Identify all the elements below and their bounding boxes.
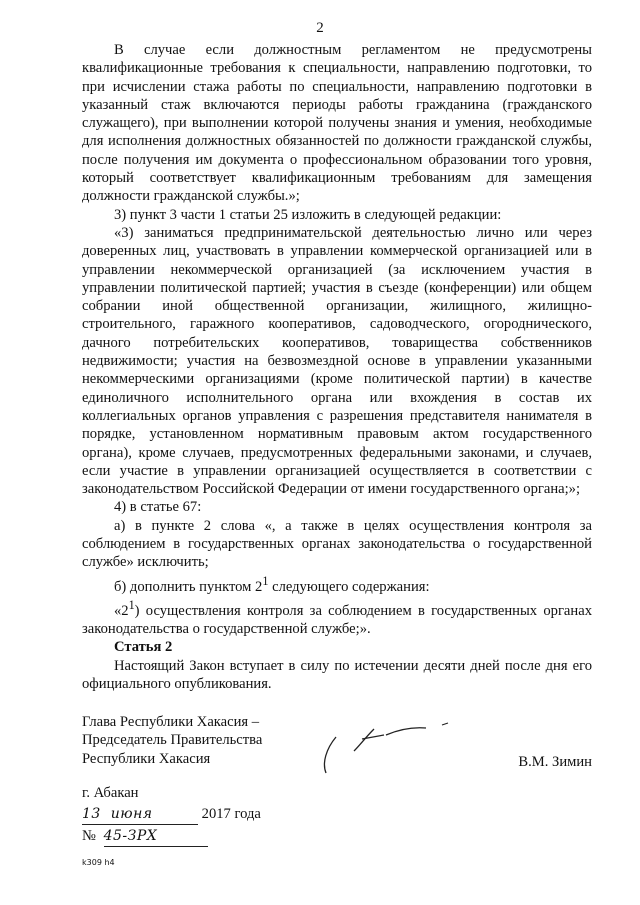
paragraph: а) в пункте 2 слова «, а также в целях осуществления контроля за соблюдением в государственных органах законодательства о государственной службе» исключить; <box>82 517 592 571</box>
signature-block <box>82 713 592 768</box>
superscript: 1 <box>128 597 135 612</box>
document-code: k309 h4 <box>82 858 115 867</box>
law-number: 45-ЗРХ <box>104 827 208 847</box>
date-day: 13 <box>82 806 101 822</box>
page-number: 2 <box>316 20 324 36</box>
signatory-title <box>82 713 262 768</box>
signatory-name: В.М. Зимин <box>518 754 592 770</box>
quote-text: ) осуществления контроля за соблюдением в государственных органах законодательства о государственной службе;». <box>82 602 592 637</box>
signatory-title-line: Республики Хакасия <box>82 750 211 767</box>
handwritten-signature <box>314 707 464 777</box>
paragraph-b <box>82 572 592 596</box>
place-date-block <box>82 784 261 847</box>
paragraph: 3) пункт 3 части 1 статьи 25 изложить в следующей редакции: <box>114 206 502 223</box>
paragraph-quote <box>82 596 592 638</box>
number-prefix: № <box>82 828 96 844</box>
paragraph-b-text: следующего содержания: <box>268 578 430 595</box>
document-body <box>82 41 592 693</box>
date-year: 2017 года <box>201 806 261 822</box>
place: г. Абакан <box>82 785 139 801</box>
paragraph: В случае если должностным регламентом не предусмотрены квалификационные требования к специальности, направлению подготовки, то при исчислении стажа работы по специальности, направлению подготовки в указанный стаж включаются периоды работы гражданина (гражданского служащего), при выполнении которой получены знания и умения, необходимые для исполнения должностных обязанностей по должности гражданской службы, после получения им документа о профессиональном образовании того уровня, который соответствует квалификационным требованиям для замещения должности гражданской службы.»; <box>82 42 592 205</box>
article-2-title: Статья 2 <box>114 639 173 656</box>
paragraph: «3) заниматься предпринимательской деятельностью лично или через доверенных лиц, участвовать в управлении коммерческой организацией или в управлении некоммерческой организацией (за исключением участия в управлении политической партией; участия в съезде (конференции) или общем собрании иной общественной организации, жилищного, жилищно-строительного, гаражного кооперативов, садоводческого, огороднического, дачного потребительских кооперативов, товарищества собственников недвижимости; участия на безвозмездной основе в управлении указанными некоммерческими организациями (кроме политической партии) в качестве единоличного исполнительного органа или вхождения в состав их коллегиальных органов управления с разрешения представителя нанимателя в порядке, установленном нормативным правовым актом государственного органа), кроме случаев, предусмотренных федеральными законами, и случаев, если участие в управлении организацией осуществляется в соответствии с законодательством Российской Федерации от имени государственного органа;»; <box>82 224 592 498</box>
date-month: июня <box>110 806 153 822</box>
article-2-text: Настоящий Закон вступает в силу по истечении десяти дней после дня его официального опубликования. <box>82 657 592 692</box>
quote-text: «2 <box>114 602 129 619</box>
superscript: 1 <box>262 573 269 588</box>
paragraph-b-text: б) дополнить пунктом 2 <box>114 578 263 595</box>
paragraph: 4) в статье 67: <box>114 499 202 516</box>
date-line <box>82 805 261 825</box>
date-handwritten <box>82 805 198 825</box>
signatory-title-line: Глава Республики Хакасия – <box>82 714 260 730</box>
number-line <box>82 827 261 847</box>
signatory-title-line: Председатель Правительства <box>82 732 263 749</box>
